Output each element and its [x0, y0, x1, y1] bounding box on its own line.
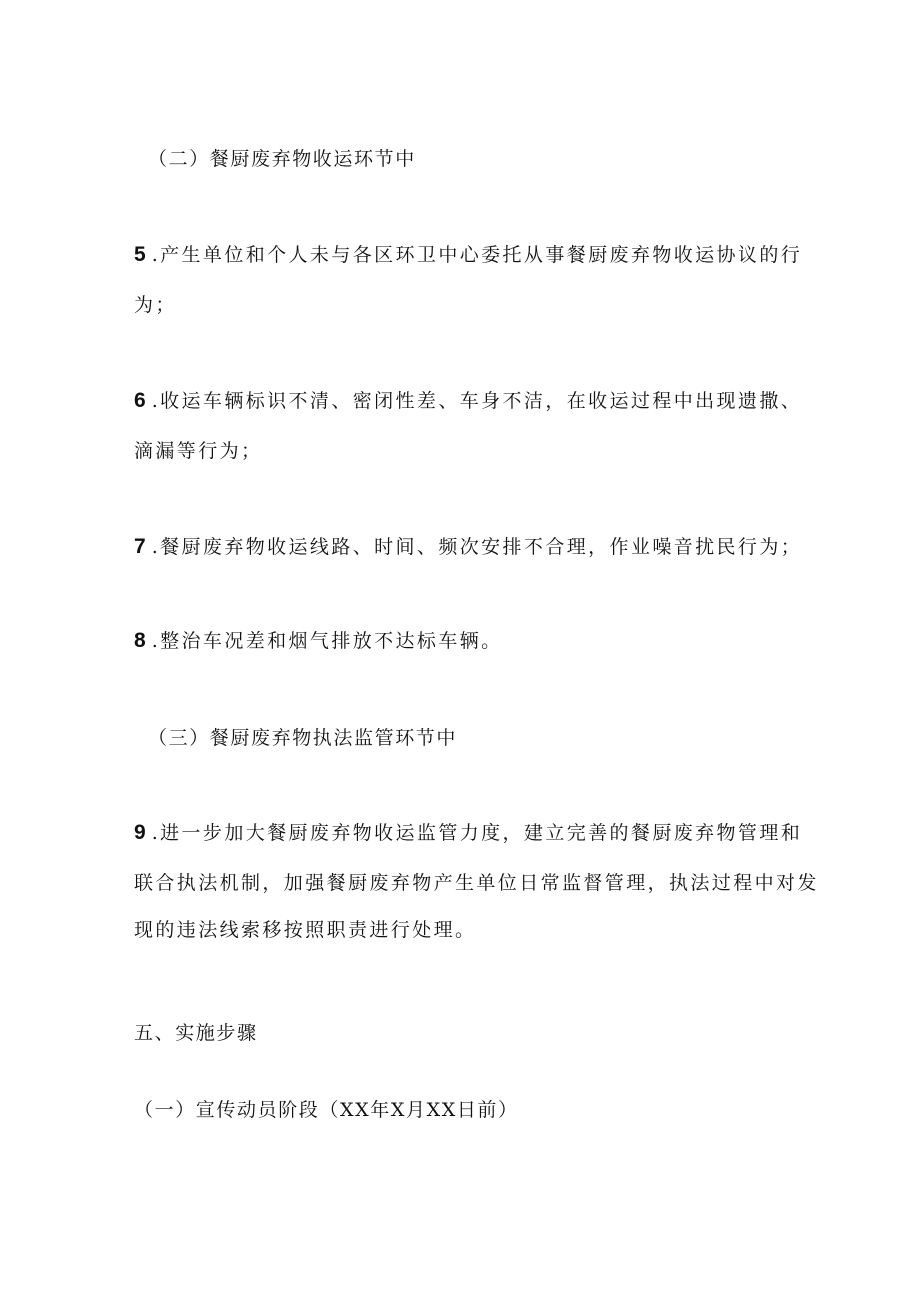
item-text: .餐厨废弃物收运线路、时间、频次安排不合理，作业噪音扰民行为； — [151, 536, 803, 558]
section-three-heading: （三）餐厨废弃物执法监管环节中 — [148, 727, 458, 749]
section-five-heading: 五、实施步骤 — [134, 1022, 258, 1044]
list-item-6 — [134, 389, 802, 413]
section-two-heading: （二）餐厨废弃物收运环节中 — [148, 148, 416, 170]
item-number: 7 — [134, 535, 146, 558]
item-number: 8 — [134, 629, 146, 652]
list-item-6-continuation: 滴漏等行为； — [134, 440, 263, 462]
list-item-5 — [134, 243, 802, 267]
list-item-8 — [134, 629, 503, 653]
item-text: .产生单位和个人未与各区环卫中心委托从事餐厨废弃物收运协议的行 — [151, 244, 803, 266]
list-item-9-continuation: 联合执法机制，加强餐厨废弃物产生单位日常监督管理，执法过程中对发 — [134, 872, 819, 894]
item-text: .收运车辆标识不清、密闭性差、车身不洁，在收运过程中出现遗撒、 — [151, 390, 803, 412]
item-number: 6 — [134, 389, 146, 412]
list-item-7 — [134, 535, 802, 559]
list-item-9-continuation: 现的违法线索移按照职责进行处理。 — [134, 919, 477, 941]
item-number: 9 — [134, 821, 146, 844]
item-text: .进一步加大餐厨废弃物收运监管力度，建立完善的餐厨废弃物管理和 — [151, 822, 803, 844]
list-item-5-continuation: 为； — [134, 294, 177, 316]
list-item-9 — [134, 821, 802, 845]
item-number: 5 — [134, 243, 146, 266]
item-text: .整治车况差和烟气排放不达标车辆。 — [151, 630, 503, 652]
stage-one-heading: （一）宣传动员阶段（XX年X月XX日前） — [134, 1099, 519, 1121]
